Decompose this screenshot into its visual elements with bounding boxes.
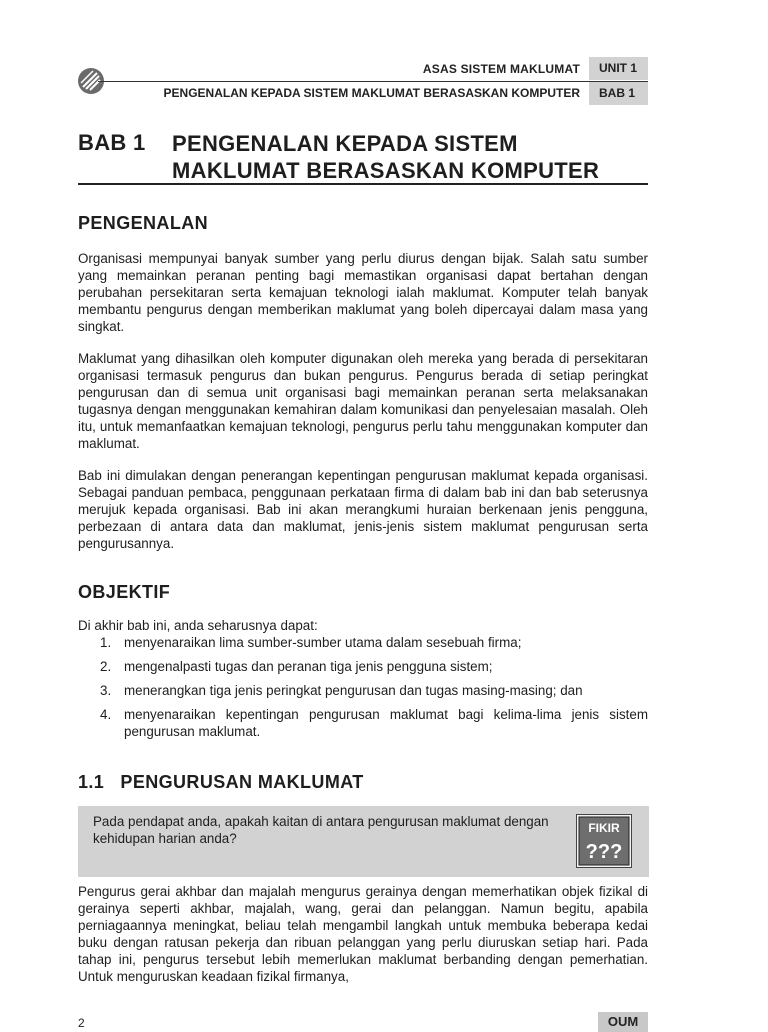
objective-item: [78, 634, 648, 651]
intro-paragraph: Bab ini dimulakan dengan penerangan kepentingan pengurusan maklumat kepada organisasi. Sebagai panduan pembaca, penggunaan perkataan firma di dalam bab ini dan bab seterusnya merujuk kepada organisasi. Bab ini akan merangkumi huraian berkenaan jenis pengguna, perbezaan di antara data dan maklumat, jenis-jenis sistem maklumat pengurusan serta pengurusannya.: [78, 468, 648, 551]
fikir-badge-icon: [576, 814, 632, 868]
objective-number: 4.: [100, 707, 112, 722]
objective-number: 3.: [100, 683, 112, 698]
objective-text: menyenaraikan kepentingan pengurusan maklumat bagi kelima-lima jenis sistem pengurusan maklumat.: [124, 707, 648, 739]
think-box: [78, 806, 649, 877]
header-rule: [98, 81, 648, 82]
intro-heading: PENGENALAN: [78, 213, 209, 233]
objectives-heading: OBJEKTIF: [78, 582, 171, 602]
objective-text: mengenalpasti tugas dan peranan tiga jenis pengguna sistem;: [124, 659, 493, 674]
intro-paragraph: Maklumat yang dihasilkan oleh komputer digunakan oleh mereka yang berada di persekitaran organisasi termasuk pengurus dan bukan pengurus. Pengurus berada di setiap peringkat pengurusan dan di semua unit organisasi bagi memainkan peranan serta melaksanakan tugasnya dengan menggunakan kemahiran dalam komunikasi dan penyelesaian masalah. Oleh itu, untuk memanfaatkan kemajuan teknologi, pengurus perlu tahu menggunakan komputer dan maklumat.: [78, 351, 648, 451]
objective-number: 2.: [100, 659, 112, 674]
section-heading: 1.1 PENGURUSAN MAKLUMAT: [78, 772, 364, 792]
objective-text: menerangkan tiga jenis peringkat pengurusan dan tugas masing-masing; dan: [124, 683, 583, 698]
objective-number: 1.: [100, 635, 112, 650]
think-question: Pada pendapat anda, apakah kaitan di antara pengurusan maklumat dengan kehidupan harian anda?: [93, 814, 549, 846]
header-chapter-title: PENGENALAN KEPADA SISTEM MAKLUMAT BERASASKAN KOMPUTER: [163, 86, 580, 100]
chapter-number: BAB 1: [78, 130, 146, 155]
objective-item: [78, 706, 648, 740]
header-bab-label: BAB 1: [589, 82, 648, 105]
objective-item: [78, 658, 648, 675]
title-rule: [78, 183, 648, 185]
objective-text: menyenaraikan lima sumber-sumber utama dalam sesebuah firma;: [124, 635, 522, 650]
header-unit-label: UNIT 1: [589, 57, 648, 80]
footer-brand: OUM: [598, 1012, 648, 1032]
objectives-lead: Di akhir bab ini, anda seharusnya dapat:: [78, 618, 318, 633]
fikir-badge-word: FIKIR: [588, 821, 620, 835]
header-course-title: ASAS SISTEM MAKLUMAT: [422, 62, 580, 76]
objectives-list: [78, 634, 648, 747]
page-number: 2: [78, 1016, 85, 1030]
objective-item: [78, 682, 648, 699]
section-paragraph: Pengurus gerai akhbar dan majalah mengurus gerainya dengan memerhatikan objek fizikal di gerainya seperti akhbar, majalah, wang, gerai dan pelanggan. Namun begitu, apabila perniagaannya meningkat, beliau telah mengambil langkah untuk membuka beberapa kedai buku dengan ratusan pekerja dan ribuan pelanggan yang perlu diuruskan setiap hari. Pada tahap ini, pengurus tersebut lebih memerlukan maklumat berbanding dengan pemerhatian. Untuk menguruskan keadaan fizikal firmanya,: [78, 884, 648, 984]
chapter-title: PENGENALAN KEPADA SISTEM MAKLUMAT BERASASKAN KOMPUTER: [172, 131, 600, 183]
intro-paragraph: Organisasi mempunyai banyak sumber yang perlu diurus dengan bijak. Salah satu sumber yang memainkan peranan penting bagi memastikan organisasi dapat bertahan dengan perubahan persekitaran serta kemajuan teknologi ialah maklumat. Komputer telah banyak membantu pengurus dengan memberikan maklumat yang boleh dipercayai dalam masa yang singkat.: [78, 251, 648, 334]
fikir-badge-marks: ???: [585, 841, 623, 863]
